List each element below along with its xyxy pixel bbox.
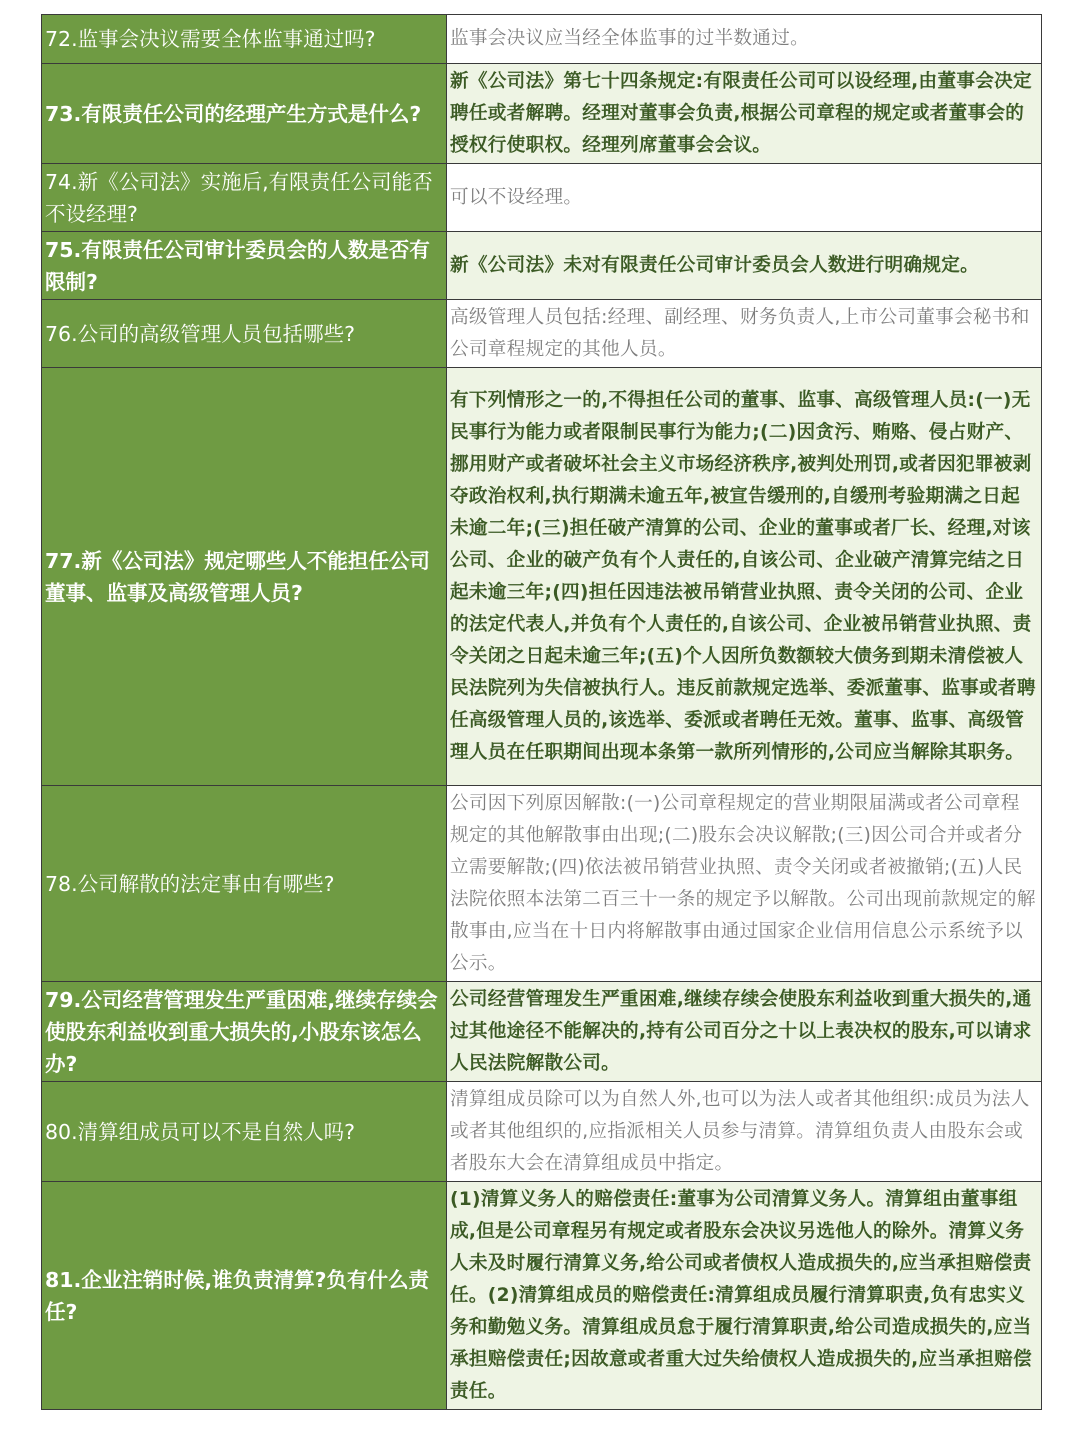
- question-cell: 75.有限责任公司审计委员会的人数是否有限制?: [42, 232, 447, 300]
- question-cell: 81.企业注销时候,谁负责清算?负有什么责任?: [42, 1182, 447, 1410]
- table-row: [42, 300, 1042, 368]
- question-cell: 73.有限责任公司的经理产生方式是什么?: [42, 64, 447, 164]
- answer-cell: 有下列情形之一的,不得担任公司的董事、监事、高级管理人员:(一)无民事行为能力或者限制民事行为能力;(二)因贪污、贿赂、侵占财产、挪用财产或者破坏社会主义市场经济秩序,被判处刑罚,或者因犯罪被剥夺政治权利,执行期满未逾五年,被宣告缓刑的,自缓刑考验期满之日起未逾二年;(三)担任破产清算的公司、企业的董事或者厂长、经理,对该公司、企业的破产负有个人责任的,自该公司、企业破产清算完结之日起未逾三年;(四)担任因违法被吊销营业执照、责令关闭的公司、企业的法定代表人,并负有个人责任的,自该公司、企业被吊销营业执照、责令关闭之日起未逾三年;(五)个人因所负数额较大债务到期未清偿被人民法院列为失信被执行人。违反前款规定选举、委派董事、监事或者聘任高级管理人员的,该选举、委派或者聘任无效。董事、监事、高级管理人员在任职期间出现本条第一款所列情形的,公司应当解除其职务。: [447, 368, 1042, 786]
- table-row: [42, 1082, 1042, 1182]
- qa-table: [41, 14, 1042, 1410]
- answer-cell: 监事会决议应当经全体监事的过半数通过。: [447, 15, 1042, 64]
- table-row: [42, 786, 1042, 982]
- table-row: [42, 164, 1042, 232]
- question-cell: 80.清算组成员可以不是自然人吗?: [42, 1082, 447, 1182]
- table-row: [42, 64, 1042, 164]
- table-row: [42, 982, 1042, 1082]
- question-cell: 72.监事会决议需要全体监事通过吗?: [42, 15, 447, 64]
- answer-cell: 公司因下列原因解散:(一)公司章程规定的营业期限届满或者公司章程规定的其他解散事由出现;(二)股东会决议解散;(三)因公司合并或者分立需要解散;(四)依法被吊销营业执照、责令关闭或者被撤销;(五)人民法院依照本法第二百三十一条的规定予以解散。公司出现前款规定的解散事由,应当在十日内将解散事由通过国家企业信用信息公示系统予以公示。: [447, 786, 1042, 982]
- table-row: [42, 1182, 1042, 1410]
- answer-cell: (1)清算义务人的赔偿责任:董事为公司清算义务人。清算组由董事组成,但是公司章程另有规定或者股东会决议另选他人的除外。清算义务人未及时履行清算义务,给公司或者债权人造成损失的,应当承担赔偿责任。(2)清算组成员的赔偿责任:清算组成员履行清算职责,负有忠实义务和勤勉义务。清算组成员怠于履行清算职责,给公司造成损失的,应当承担赔偿责任;因故意或者重大过失给债权人造成损失的,应当承担赔偿责任。: [447, 1182, 1042, 1410]
- table-row: [42, 232, 1042, 300]
- table-row: [42, 368, 1042, 786]
- answer-cell: 可以不设经理。: [447, 164, 1042, 232]
- question-cell: 79.公司经营管理发生严重困难,继续存续会使股东利益收到重大损失的,小股东该怎么办?: [42, 982, 447, 1082]
- question-cell: 76.公司的高级管理人员包括哪些?: [42, 300, 447, 368]
- answer-cell: 新《公司法》未对有限责任公司审计委员会人数进行明确规定。: [447, 232, 1042, 300]
- question-cell: 77.新《公司法》规定哪些人不能担任公司董事、监事及高级管理人员?: [42, 368, 447, 786]
- answer-cell: 新《公司法》第七十四条规定:有限责任公司可以设经理,由董事会决定聘任或者解聘。经理对董事会负责,根据公司章程的规定或者董事会的授权行使职权。经理列席董事会会议。: [447, 64, 1042, 164]
- question-cell: 74.新《公司法》实施后,有限责任公司能否不设经理?: [42, 164, 447, 232]
- table-row: [42, 15, 1042, 64]
- answer-cell: 高级管理人员包括:经理、副经理、财务负责人,上市公司董事会秘书和公司章程规定的其他人员。: [447, 300, 1042, 368]
- answer-cell: 公司经营管理发生严重困难,继续存续会使股东利益收到重大损失的,通过其他途径不能解决的,持有公司百分之十以上表决权的股东,可以请求人民法院解散公司。: [447, 982, 1042, 1082]
- question-cell: 78.公司解散的法定事由有哪些?: [42, 786, 447, 982]
- answer-cell: 清算组成员除可以为自然人外,也可以为法人或者其他组织:成员为法人或者其他组织的,应指派相关人员参与清算。清算组负责人由股东会或者股东大会在清算组成员中指定。: [447, 1082, 1042, 1182]
